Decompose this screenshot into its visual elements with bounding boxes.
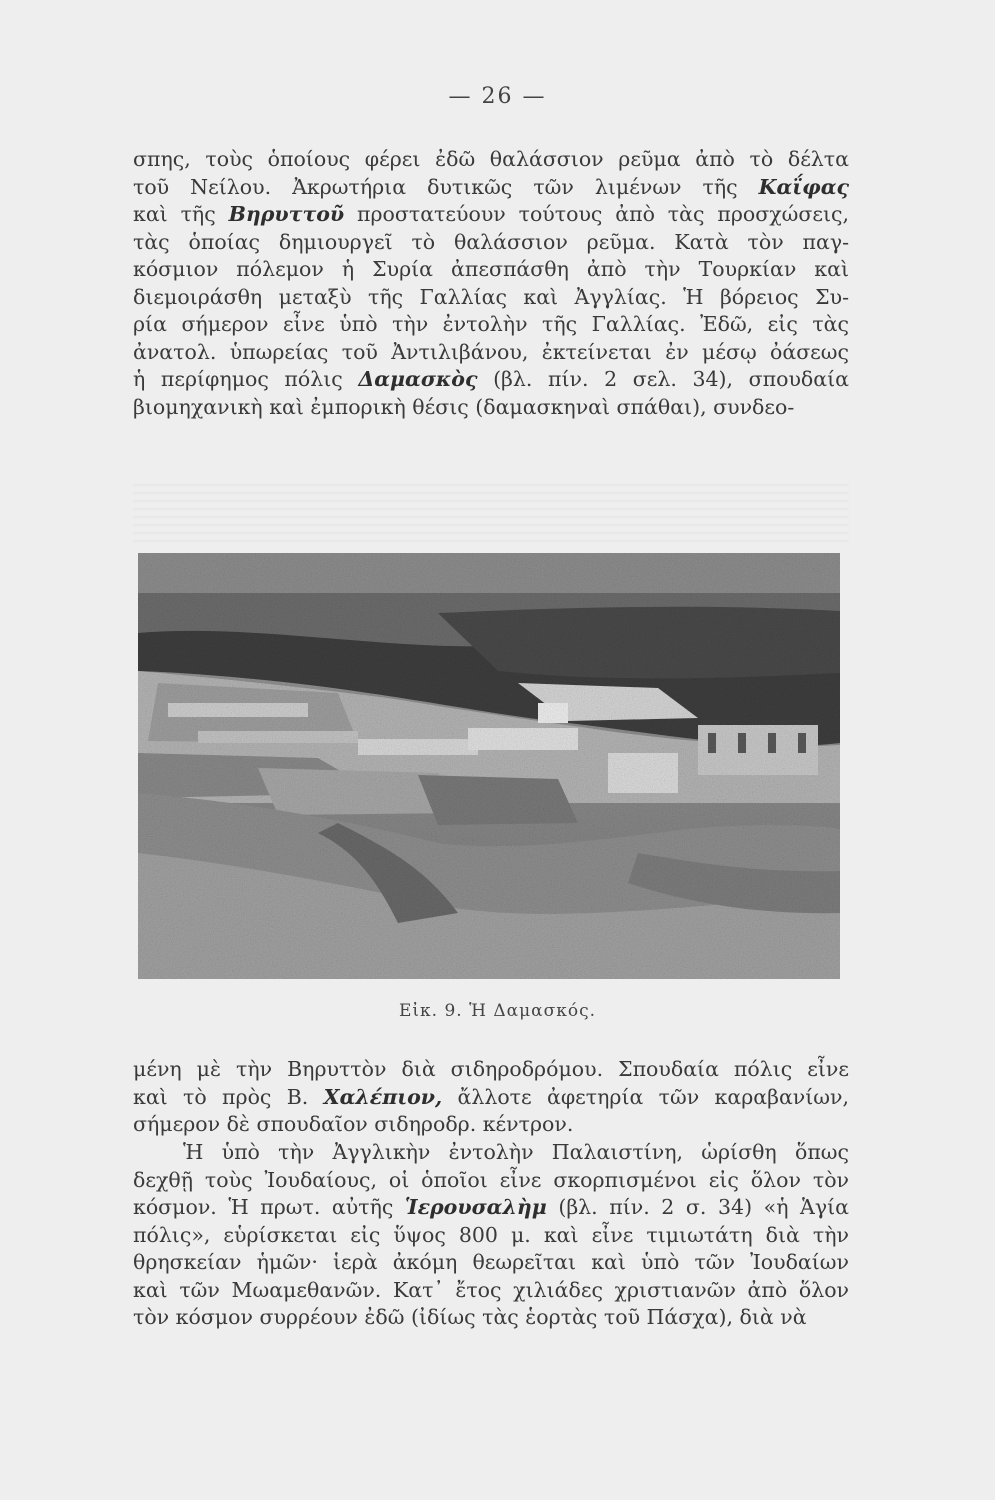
- text-line: Ἡ ὑπὸ τὴν Ἀγγλικὴν ἐντολὴν Παλαιστίνη, ὡρίσθη ὅπως: [183, 1140, 849, 1164]
- text-line: μένη μὲ τὴν Βηρυττὸν διὰ σιδηροδρόμου. Σπουδαία πόλις εἶνε: [133, 1057, 849, 1081]
- text-line: θρησκείαν ἡμῶν· ἱερὰ ἀκόμη θεωρεῖται καὶ ὑπὸ τῶν Ἰουδαίων: [133, 1250, 849, 1274]
- text-line: καὶ τὸ πρὸς Β. Χαλέπιον, ἄλλοτε ἀφετηρία τῶν καραβανίων,: [133, 1084, 849, 1109]
- text-line: βιομηχανικὴ καὶ ἐμπορικὴ θέσις (δαμασκηναὶ σπάθαι), συνδεο-: [133, 394, 795, 419]
- text-line: τὰς ὁποίας δημιουργεῖ τὸ θαλάσσιον ρεῦμα. Κατὰ τὸν παγ-: [133, 229, 849, 254]
- bottom-paragraph-2: [133, 1139, 849, 1332]
- place-name: Βηρυττοῦ: [228, 202, 345, 226]
- text-line: πόλις», εὑρίσκεται εἰς ὕψος 800 μ. καὶ εἶνε τιμιωτάτη διὰ τὴν: [133, 1222, 849, 1247]
- text-line: καὶ τῶν Μωαμεθανῶν. Κατ᾽ ἔτος χιλιάδες χριστιανῶν ἀπὸ ὅλον: [133, 1277, 849, 1302]
- place-name: Χαλέπιον,: [323, 1084, 443, 1109]
- top-paragraph: [133, 146, 849, 421]
- text-line: τοῦ Νείλου. Ἀκρωτήρια δυτικῶς τῶν λιμένων τῆς Καΐφας: [133, 174, 849, 199]
- figure-caption: Εἰκ. 9. Ἡ Δαμασκός.: [398, 1001, 597, 1021]
- page-number: — 26 —: [448, 84, 547, 109]
- place-name: Ἱερουσαλὴμ: [404, 1195, 547, 1219]
- text-line: ἡ περίφημος πόλις Δαμασκὸς (βλ. πίν. 2 σελ. 34), σπουδαία: [133, 367, 849, 391]
- place-name: Δαμασκὸς: [358, 367, 478, 391]
- text-line: σήμερον δὲ σπουδαῖον σιδηροδρ. κέντρον.: [133, 1112, 574, 1136]
- text-line: κόσμιον πόλεμον ἡ Συρία ἀπεσπάσθη ἀπὸ τὴν Τουρκίαν καὶ: [133, 257, 849, 281]
- bleed-through-shadow: [133, 478, 849, 548]
- text-line: σπης, τοὺς ὁποίους φέρει ἐδῶ θαλάσσιον ρεῦμα ἀπὸ τὸ δέλτα: [133, 147, 849, 171]
- text-line: κόσμον. Ἡ πρωτ. αὐτῆς Ἱερουσαλὴμ (βλ. πίν. 2 σ. 34) «ἡ Ἁγία: [133, 1195, 849, 1219]
- text-line: τὸν κόσμον συρρέουν ἐδῶ (ἰδίως τὰς ἑορτὰς τοῦ Πάσχα), διὰ νὰ: [133, 1305, 807, 1329]
- text-line: δεχθῇ τοὺς Ἰουδαίους, οἱ ὁποῖοι εἶνε σκορπισμένοι εἰς ὅλον τὸν: [133, 1167, 849, 1192]
- text-line: ἀνατολ. ὑπωρείας τοῦ Ἀντιλιβάνου, ἐκτείνεται ἐν μέσῳ ὀάσεως: [133, 339, 849, 364]
- text-line: ρία σήμερον εἶνε ὑπὸ τὴν ἐντολὴν τῆς Γαλλίας. Ἐδῶ, εἰς τὰς: [133, 312, 849, 336]
- text-line: διεμοιράσθη μεταξὺ τῆς Γαλλίας καὶ Ἀγγλίας. Ἡ βόρειος Συ-: [133, 284, 849, 309]
- place-name: Καΐφας: [758, 174, 849, 199]
- damascus-photograph: [138, 553, 840, 979]
- text-line: καὶ τῆς Βηρυττοῦ προστατεύουν τούτους ἀπὸ τὰς προσχώσεις,: [133, 202, 849, 226]
- bottom-paragraph-1: [133, 1056, 849, 1139]
